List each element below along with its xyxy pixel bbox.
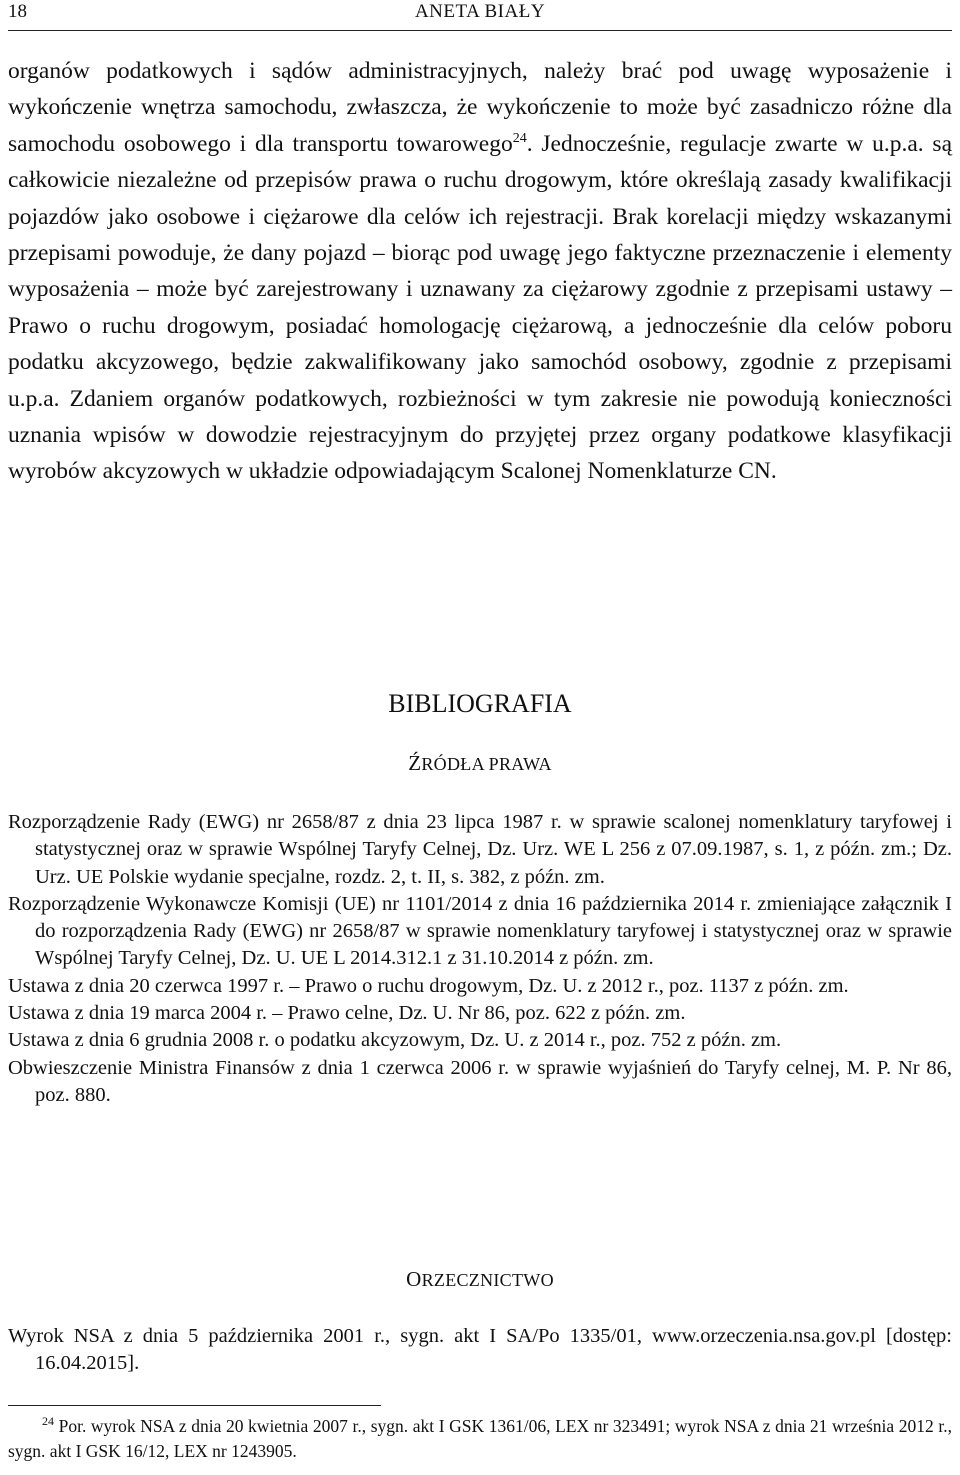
bibliography-entry: Rozporządzenie Wykonawcze Komisji (UE) nr 1101/2014 z dnia 16 października 2014 r. zmieniające załącznik I do rozporządzenia Rady (EWG) nr 2658/87 w sprawie nomenklatury taryfowej i statystycznej oraz w sprawie Wspólnej Taryfy Celnej, Dz. U. UE L 2014.312.1 z 31.10.2014 z późn. zm. bbox=[8, 892, 952, 970]
bibliography-entry: Ustawa z dnia 19 marca 2004 r. – Prawo celne, Dz. U. Nr 86, poz. 622 z późn. zm. bbox=[8, 1002, 686, 1025]
running-header bbox=[8, 0, 952, 31]
case-law-heading-rest: RZECZNICTWO bbox=[421, 1270, 554, 1290]
bibliography-heading: BIBLIOGRAFIA bbox=[388, 689, 572, 718]
footnote-reference[interactable]: 24 bbox=[512, 130, 527, 146]
footnote-number: 24 bbox=[42, 1414, 54, 1428]
legal-sources-heading bbox=[8, 750, 952, 777]
bibliography-entry: Wyrok NSA z dnia 5 października 2001 r., sygn. akt I SA/Po 1335/01, www.orzeczenia.nsa.gov.pl [dostęp: 16.04.2015]. bbox=[8, 1325, 952, 1375]
footnote-divider bbox=[8, 1405, 381, 1406]
running-header-author: ANETA BIAŁY bbox=[414, 1, 546, 22]
footnote-text: Por. wyrok NSA z dnia 20 kwietnia 2007 r., sygn. akt I GSK 1361/06, LEX nr 323491; wyrok NSA z dnia 21 września 2012 r., sygn. akt I GSK 16/12, LEX nr 1243905. bbox=[8, 1416, 952, 1461]
body-paragraph bbox=[8, 53, 952, 490]
document-page bbox=[8, 0, 952, 1475]
bibliography-entry: Ustawa z dnia 6 grudnia 2008 r. o podatku akcyzowym, Dz. U. z 2014 r., poz. 752 z późn. zm. bbox=[8, 1029, 782, 1052]
legal-sources-heading-rest: RÓDŁA PRAWA bbox=[421, 754, 552, 774]
footnote bbox=[8, 1414, 952, 1463]
case-law-heading bbox=[8, 1266, 952, 1293]
page-number: 18 bbox=[8, 1, 27, 22]
case-law-list bbox=[8, 1323, 952, 1378]
bibliography-entry: Ustawa z dnia 20 czerwca 1997 r. – Prawo o ruchu drogowym, Dz. U. z 2012 r., poz. 1137 z późn. zm. bbox=[8, 974, 849, 997]
case-law-heading-initial: O bbox=[406, 1267, 422, 1291]
legal-sources-heading-initial: Ź bbox=[408, 751, 422, 775]
legal-sources-list bbox=[8, 809, 952, 1109]
body-text-part-1: organów podatkowych i sądów administracyjnych, należy brać pod uwagę wyposażenie i wykończenie wnętrza samochodu, zwłaszcza, że wykończenie to może być zasadniczo różne dla samochodu osobowego i dla transportu towarowego bbox=[8, 58, 952, 157]
body-text-part-2: . Jednocześnie, regulacje zwarte w u.p.a. są całkowicie niezależne od przepisów prawa o ruchu drogowym, które określają zasady kwalifikacji pojazdów jako osobowe i ciężarowe dla celów ich rejestracji. Brak korelacji między wskazanymi przepisami powoduje, że dany pojazd – biorąc pod uwagę jego faktyczne przeznaczenie i elementy wyposażenia – może być zarejestrowany i uznawany za ciężarowy zgodnie z przepisami ustawy – Prawo o ruchu drogowym, posiadać homologację ciężarową, a jednocześnie dla celów poboru podatku akcyzowego, będzie zakwalifikowany jako samochód osobowy, zgodnie z przepisami u.p.a. Zdaniem organów podatkowych, rozbieżności w tym zakresie nie powodują konieczności uznania wpisów w dowodzie rejestracyjnym do przyjętej przez organy podatkowe klasyfikacji wyrobów akcyzowych w układzie odpowiadającym Scalonej Nomenklaturze CN. bbox=[8, 130, 953, 485]
bibliography-entry: Obwieszczenie Ministra Finansów z dnia 1 czerwca 2006 r. w sprawie wyjaśnień do Taryfy celnej, M. P. Nr 86, poz. 880. bbox=[8, 1056, 952, 1106]
bibliography-entry: Rozporządzenie Rady (EWG) nr 2658/87 z dnia 23 lipca 1987 r. w sprawie scalonej nomenklatury taryfowej i statystycznej oraz w sprawie Wspólnej Taryfy Celnej, Dz. Urz. WE L 256 z 07.09.1987, s. 1, z późn. zm.; Dz. Urz. UE Polskie wydanie specjalne, rozdz. 2, t. II, s. 382, z późn. zm. bbox=[8, 811, 952, 888]
